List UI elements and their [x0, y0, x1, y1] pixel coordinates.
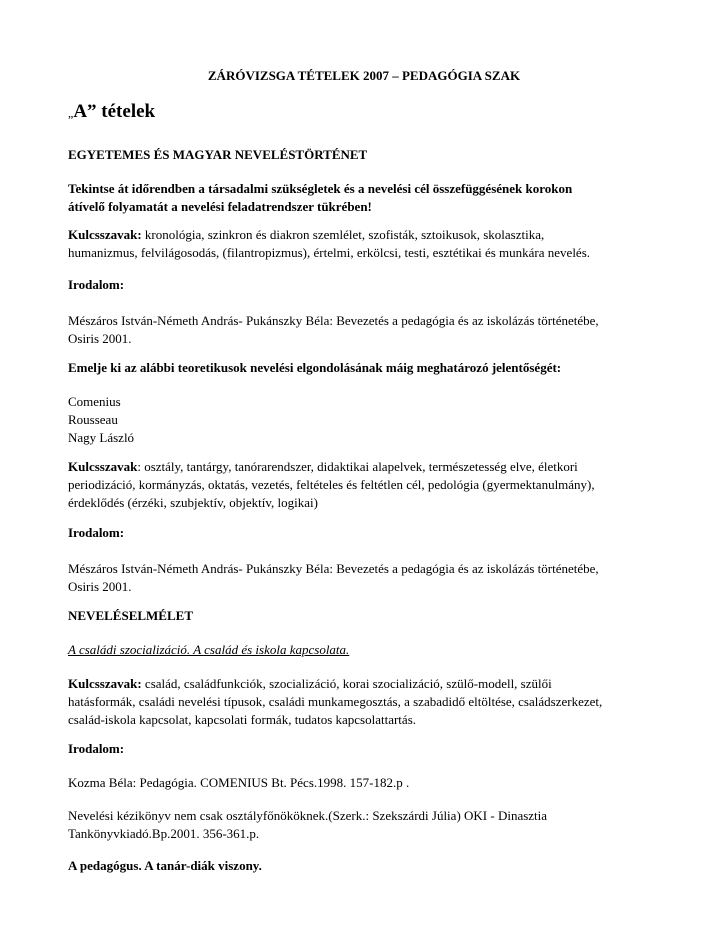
literature-line: Nevelési kézikönyv nem csak osztályfőnököknek.(Szerk.: Szekszárdi Júlia) OKI - Dinasztia [68, 808, 548, 823]
question-1-line: Tekintse át időrendben a társadalmi szükségletek és a nevelési cél összefüggésének korokon [68, 181, 573, 196]
keywords-3 [68, 675, 668, 729]
keywords-label: Kulcsszavak [68, 459, 138, 474]
list-item: Nagy László [68, 430, 135, 445]
list-item: Rousseau [68, 412, 118, 427]
keywords-label: Kulcsszavak: [68, 227, 142, 242]
literature-line: Osiris 2001. [68, 579, 132, 594]
keywords-text: család, családfunkciók, szocializáció, korai szocializáció, szülő-modell, szülői [141, 676, 552, 691]
opening-quote: „ [68, 106, 74, 120]
keywords-2 [68, 458, 668, 512]
literature-3a: Kozma Béla: Pedagógia. COMENIUS Bt. Pécs.1998. 157-182.p . [68, 775, 410, 790]
section-heading-history: EGYETEMES ÉS MAGYAR NEVELÉSTÖRTÉNET [68, 147, 368, 162]
literature-label-3: Irodalom: [68, 741, 125, 756]
keywords-text: humanizmus, felvilágosodás, (filantropizmus), értelmi, erkölcsi, testi, esztétikai és munkára nevelés. [68, 245, 591, 260]
question-2: Emelje ki az alábbi teoretikusok nevelési elgondolásának máig meghatározó jelentőségét: [68, 360, 562, 375]
literature-line: Tankönyvkiadó.Bp.2001. 356-361.p. [68, 826, 260, 841]
literature-2 [68, 560, 668, 596]
tetelek-heading [68, 100, 155, 125]
keywords-text: periodizáció, kormányzás, oktatás, vezetés, feltételes és feltétlen cél, pedológia (gyermektanulmány), [68, 477, 595, 492]
keywords-text: hatásformák, családi nevelési típusok, családi munkamegosztás, a szabadidő eltöltése, családszerkezet, [68, 694, 603, 709]
keywords-text: család-iskola kapcsolat, kapcsolati formák, tudatos kapcsolattartás. [68, 712, 416, 727]
question-1 [68, 180, 668, 216]
theorist-list [68, 393, 668, 447]
keywords-1 [68, 226, 668, 262]
literature-1 [68, 312, 668, 348]
literature-3b [68, 807, 668, 843]
topic-title-family: A családi szocializáció. A család és iskola kapcsolata. [68, 642, 350, 657]
keywords-text: érdeklődés (érzéki, szubjektív, objektív, logikai) [68, 495, 318, 510]
topic-title-teacher: A pedagógus. A tanár-diák viszony. [68, 858, 262, 873]
list-item: Comenius [68, 394, 121, 409]
literature-label-2: Irodalom: [68, 525, 125, 540]
literature-line: Mészáros István-Németh András- Pukánszky Béla: Bevezetés a pedagógia és az iskolázás történetébe, [68, 313, 599, 328]
tetelek-heading-text: A” tételek [73, 101, 156, 122]
literature-line: Mészáros István-Németh András- Pukánszky Béla: Bevezetés a pedagógia és az iskolázás történetébe, [68, 561, 599, 576]
keywords-text: kronológia, szinkron és diakron szemlélet, szofisták, sztoikusok, skolasztika, [141, 227, 545, 242]
question-1-line: átívelő folyamatát a nevelési feladatrendszer tükrében! [68, 199, 372, 214]
document-title: ZÁRÓVIZSGA TÉTELEK 2007 – PEDAGÓGIA SZAK [207, 68, 521, 83]
keywords-label: Kulcsszavak: [68, 676, 142, 691]
literature-line: Osiris 2001. [68, 331, 132, 346]
section-heading-theory: NEVELÉSELMÉLET [68, 608, 193, 623]
literature-label-1: Irodalom: [68, 277, 125, 292]
keywords-text: : osztály, tantárgy, tanórarendszer, didaktikai alapelvek, természetesség elve, életkori [137, 459, 578, 474]
